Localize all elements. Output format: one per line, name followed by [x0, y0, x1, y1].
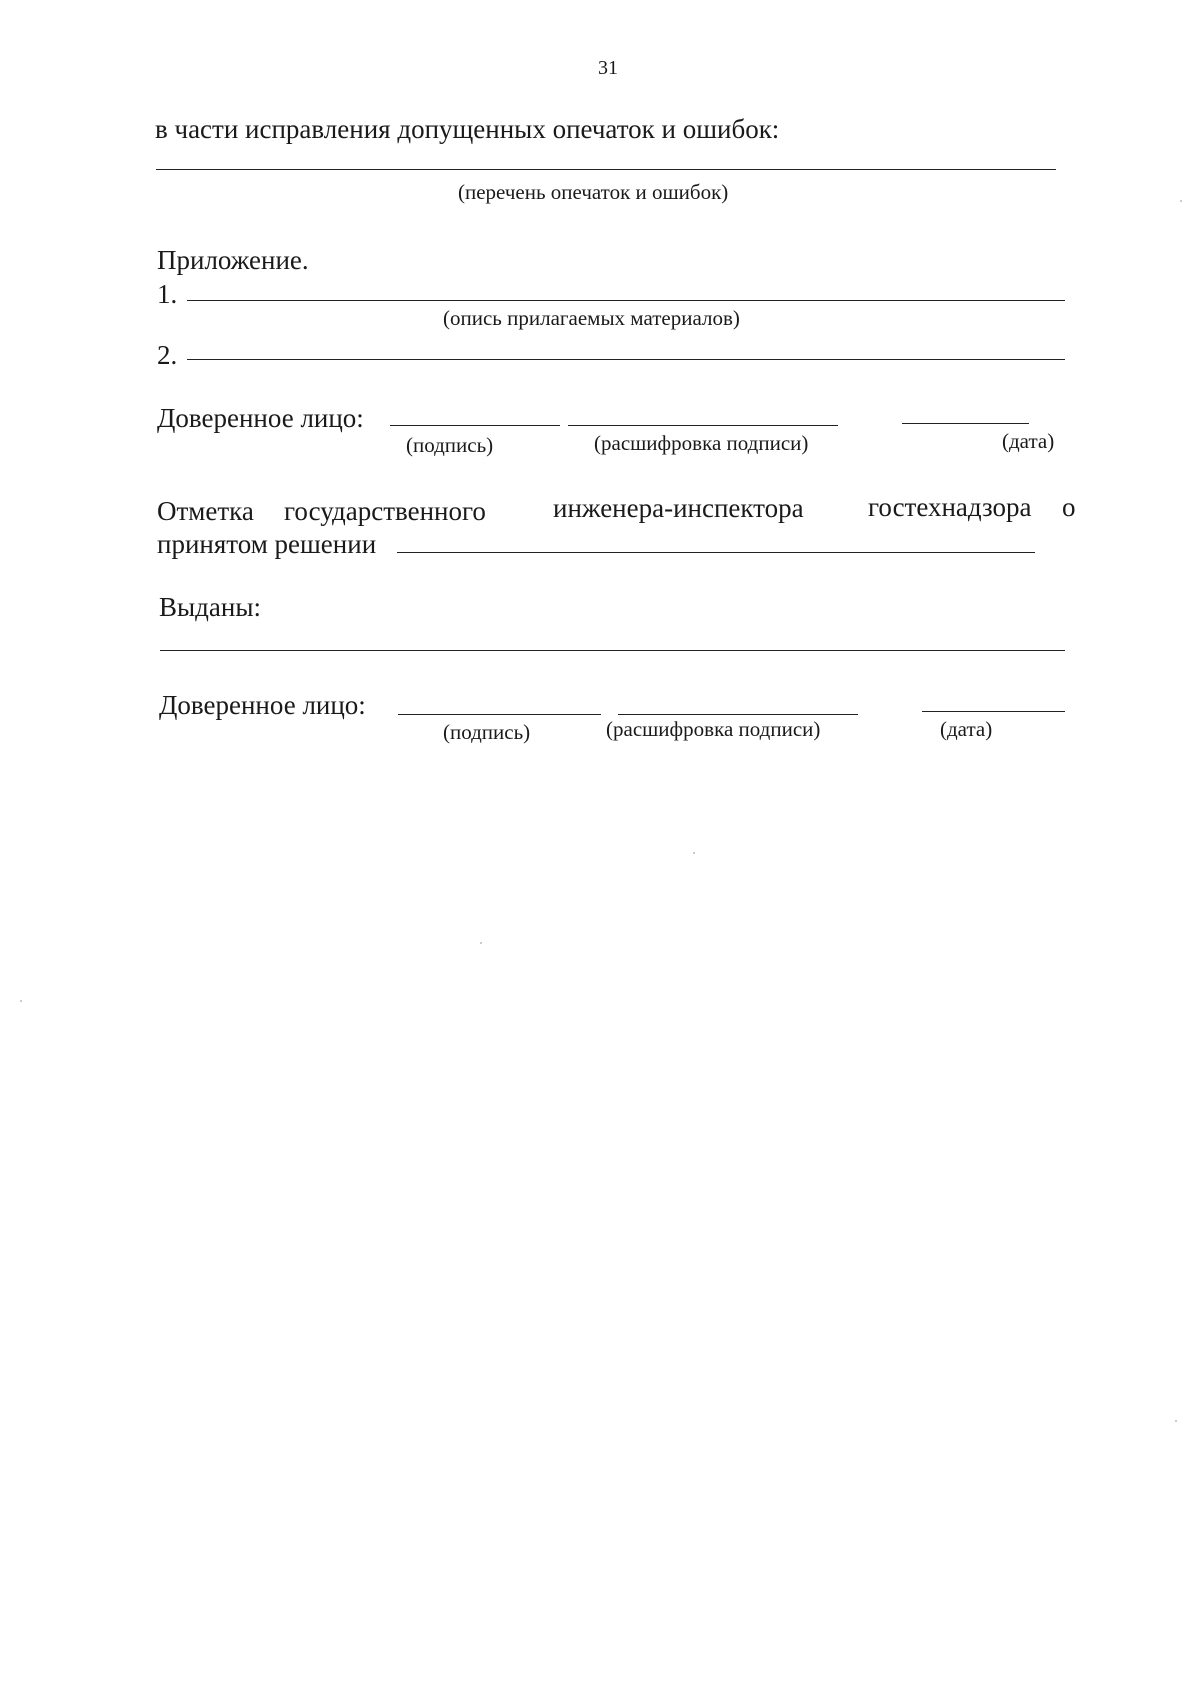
inspector-mark-word-3: инженера-инспектора	[553, 493, 804, 523]
trusted-person-1-date-line	[902, 423, 1029, 424]
scan-speck	[1180, 200, 1182, 202]
inspector-mark-line-2: принятом решении	[157, 529, 377, 559]
corrections-caption: (перечень опечаток и ошибок)	[458, 180, 729, 204]
appendix-item1-number: 1.	[157, 279, 178, 309]
inspector-mark-word-4: гостехнадзора	[868, 492, 1032, 522]
trusted-person-2-signature-line	[398, 714, 601, 715]
trusted-person-2-decoding-caption: (расшифровка подписи)	[606, 717, 821, 741]
inspector-mark-word-1: Отметка	[157, 496, 254, 526]
appendix-item2-line	[187, 359, 1065, 360]
trusted-person-1-decoding-caption: (расшифровка подписи)	[594, 431, 809, 455]
issued-label: Выданы:	[159, 592, 261, 622]
inspector-mark-word-2: государственного	[284, 496, 486, 526]
trusted-person-1-signature-line	[390, 425, 560, 426]
appendix-item2-number: 2.	[157, 340, 178, 370]
trusted-person-2-date-caption: (дата)	[940, 717, 993, 741]
corrections-blank-line	[156, 169, 1056, 170]
inspector-mark-word-5: о	[1062, 492, 1076, 522]
scan-speck	[1175, 1420, 1177, 1422]
page-number: 31	[598, 57, 618, 79]
corrections-intro: в части исправления допущенных опечаток и ошибок:	[155, 114, 780, 144]
issued-line	[160, 650, 1065, 651]
appendix-item1-line	[187, 300, 1065, 301]
appendix-title: Приложение.	[157, 245, 309, 275]
appendix-item1-caption: (опись прилагаемых материалов)	[443, 306, 740, 330]
trusted-person-2-label: Доверенное лицо:	[159, 690, 366, 720]
trusted-person-1-decoding-line	[568, 425, 838, 426]
trusted-person-1-signature-caption: (подпись)	[406, 433, 494, 457]
scan-speck	[693, 852, 695, 854]
inspector-decision-line	[397, 552, 1035, 553]
trusted-person-2-decoding-line	[618, 714, 858, 715]
trusted-person-1-label: Доверенное лицо:	[157, 403, 364, 433]
scan-speck	[480, 942, 482, 944]
scan-speck	[20, 1000, 22, 1002]
trusted-person-2-signature-caption: (подпись)	[443, 720, 531, 744]
trusted-person-2-date-line	[922, 711, 1065, 712]
trusted-person-1-date-caption: (дата)	[1002, 429, 1055, 453]
